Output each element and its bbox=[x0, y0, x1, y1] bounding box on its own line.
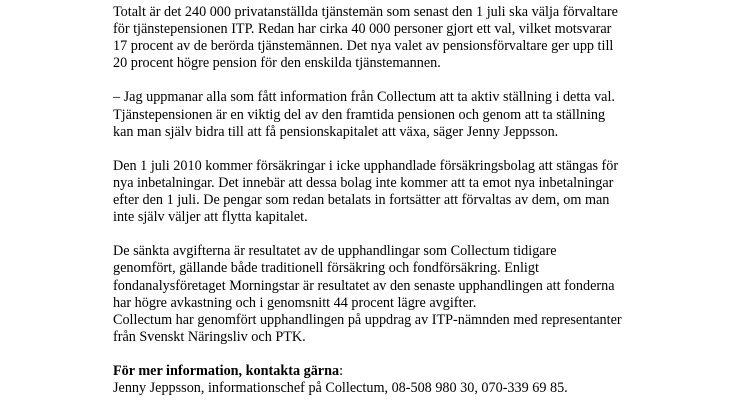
text-line: Tjänstepensionen är en viktig del av den framtida pensionen och genom att ta ställning bbox=[113, 106, 606, 123]
text-line: fondanalysföretaget Morningstar är resultatet av den senaste upphandlingen att fonderna bbox=[113, 277, 615, 294]
text-line: efter den 1 juli. De pengar som redan betalats in fortsätter att förvaltas av dem, om man bbox=[113, 192, 610, 209]
text-line: 20 procent högre pension för den enskilda tjänstemannen. bbox=[113, 55, 441, 72]
text-line: från Svenskt Näringsliv och PTK. bbox=[113, 328, 306, 345]
text-line: nya inbetalningar. Det innebär att dessa bolag inte kommer att ta emot nya inbetalningar bbox=[113, 174, 614, 191]
text-line: har högre avkastning och i genomsnitt 44 procent lägre avgifter. bbox=[113, 294, 477, 311]
contact-block bbox=[113, 363, 738, 397]
contact-heading: För mer information, kontakta gärna bbox=[113, 362, 340, 379]
text-line: kan man själv bidra till att få pensionskapitalet att växa, säger Jenny Jeppsson. bbox=[113, 123, 559, 140]
contact-details: Jenny Jeppsson, informationschef på Collectum, 08-508 980 30, 070-339 69 85. bbox=[113, 380, 568, 397]
press-release-body bbox=[113, 4, 738, 397]
text-line: Totalt är det 240 000 privatanställda tjänstemän som senast den 1 juli ska välja förvaltare bbox=[113, 4, 618, 20]
paragraph-intro bbox=[113, 4, 738, 72]
paragraph-quote bbox=[113, 89, 738, 140]
text-line: 17 procent av de berörda tjänstemännen. Det nya valet av pensionsförvaltare ger upp till bbox=[113, 38, 614, 55]
text-line: Collectum har genomfört upphandlingen på uppdrag av ITP-nämnden med representanter bbox=[113, 311, 622, 328]
contact-heading-line bbox=[113, 363, 738, 380]
text-line: genomfört, gällande både traditionell försäkring och fondförsäkring. Enligt bbox=[113, 260, 539, 277]
paragraph-fees bbox=[113, 243, 738, 346]
paragraph-closing-insurers bbox=[113, 158, 738, 226]
text-line: De sänkta avgifterna är resultatet av de upphandlingar som Collectum tidigare bbox=[113, 243, 557, 260]
text-line: inte själv väljer att flytta kapitalet. bbox=[113, 209, 308, 226]
text-line: Den 1 juli 2010 kommer försäkringar i icke upphandlade försäkringsbolag att stängas för bbox=[113, 157, 619, 174]
contact-heading-suffix: : bbox=[339, 362, 344, 379]
text-line: för tjänstepensionen ITP. Redan har cirka 40 000 personer gjort ett val, vilket motsvarar bbox=[113, 21, 612, 38]
text-line: – Jag uppmanar alla som fått information från Collectum att ta aktiv ställning i detta val. bbox=[113, 89, 615, 106]
